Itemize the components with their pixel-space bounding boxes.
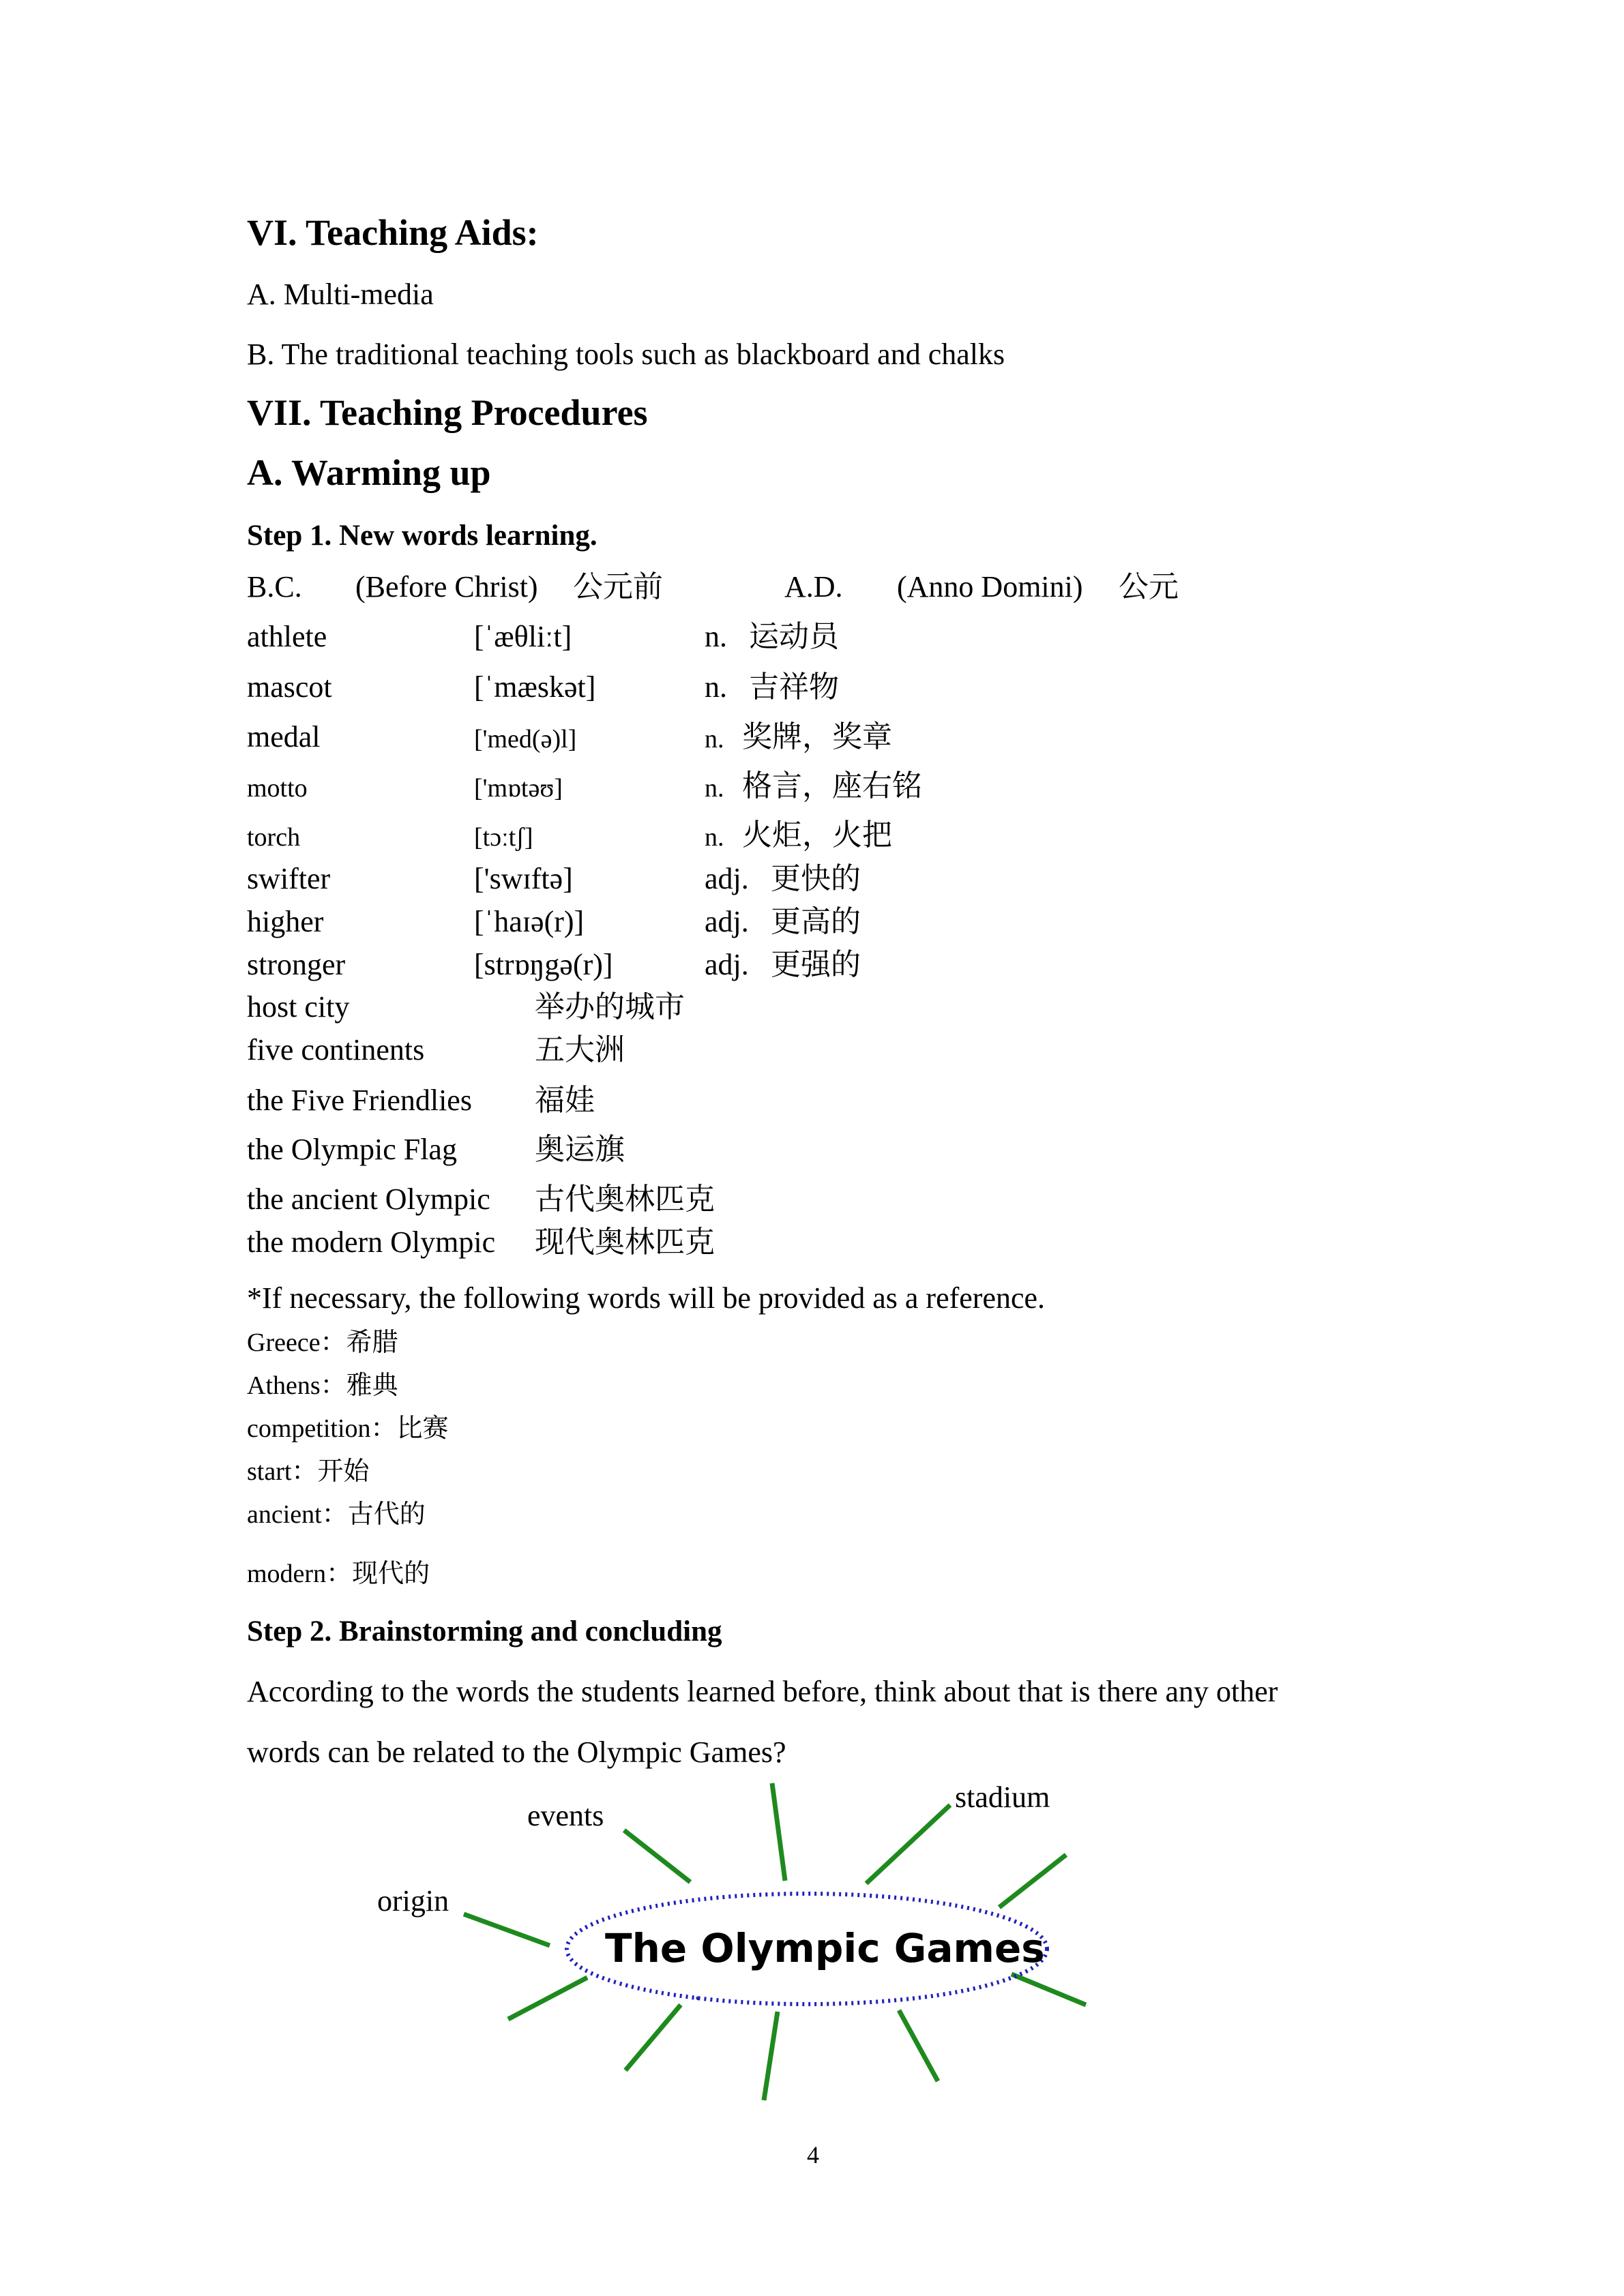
reference-word: ancient：古代的 (247, 1500, 426, 1529)
phrase-cn: 福娃 (535, 1084, 595, 1117)
vocab-ipa: ['mɒtəʊ] (474, 774, 563, 803)
vocab-ipa: [ˈhaɪə(r)] (474, 905, 585, 938)
spoke-line (899, 2010, 938, 2081)
bc-cn: 公元前 (573, 570, 663, 603)
vocab-ipa: [ˈæθliːt] (474, 620, 572, 653)
spoke-line (866, 1805, 950, 1883)
spoke-line (508, 1978, 587, 2019)
vocab-word: medal (247, 720, 321, 754)
spoke-line (464, 1914, 550, 1945)
ad-abbr: A.D. (784, 570, 843, 603)
mind-map-label-origin: origin (377, 1884, 449, 1918)
ad-cn: 公元 (1119, 570, 1179, 603)
vocab-cn: 吉祥物 (749, 670, 839, 704)
bc-abbr: B.C. (247, 570, 302, 603)
vocab-ipa: ['med(ə)l] (474, 725, 577, 754)
spoke-line (772, 1783, 785, 1881)
aid-b: B. The traditional teaching tools such as blackboard and chalks (247, 338, 1005, 371)
vocab-word: swifter (247, 862, 331, 895)
vocab-cn: 火炬，火把 (742, 818, 892, 852)
vocab-cn: 更快的 (771, 862, 861, 895)
vocab-word: stronger (247, 948, 346, 981)
vocab-pos: n. (705, 620, 727, 653)
section-6-heading: VI. Teaching Aids: (247, 212, 539, 253)
vocab-cn: 运动员 (749, 620, 839, 653)
vocab-pos: n. (705, 670, 727, 704)
reference-note: *If necessary, the following words will be provided as a reference. (247, 1281, 1046, 1315)
step-1-heading: Step 1. New words learning. (247, 520, 597, 552)
warming-up-heading: A. Warming up (247, 452, 491, 493)
phrase-en: the ancient Olympic (247, 1182, 490, 1216)
spoke-line (1012, 1974, 1086, 2005)
phrase-cn: 现代奥林匹克 (535, 1225, 715, 1259)
vocab-pos: adj. (705, 862, 749, 895)
phrase-cn: 举办的城市 (535, 990, 685, 1024)
ad-full: (Anno Domini) (897, 570, 1083, 603)
phrase-en: the Five Friendlies (247, 1084, 472, 1117)
vocab-ipa: [ˈmæskət] (474, 670, 596, 704)
spoke-line (764, 2012, 778, 2100)
phrase-en: the modern Olympic (247, 1225, 496, 1259)
mind-map-label-stadium: stadium (955, 1780, 1050, 1814)
vocab-cn: 更高的 (771, 905, 861, 938)
vocab-word: mascot (247, 670, 332, 704)
phrase-cn: 奥运旗 (535, 1133, 625, 1166)
vocab-pos: n. (705, 823, 724, 852)
aid-a: A. Multi-media (247, 278, 434, 311)
mind-map-center-label: The Olympic Games (605, 1925, 1045, 1971)
vocab-cn: 格言，座右铭 (742, 769, 922, 803)
vocab-word: motto (247, 774, 308, 803)
vocab-ipa: [strɒŋgə(r)] (474, 948, 613, 981)
phrase-en: host city (247, 990, 350, 1024)
phrase-en: five continents (247, 1033, 425, 1067)
vocab-word: higher (247, 905, 324, 938)
reference-word: modern：现代的 (247, 1560, 430, 1588)
vocab-word: torch (247, 823, 301, 852)
vocab-word: athlete (247, 620, 327, 653)
page-number: 4 (807, 2141, 819, 2168)
vocab-cn: 奖牌，奖章 (742, 720, 892, 754)
vocab-pos: n. (705, 774, 724, 803)
section-7-heading: VII. Teaching Procedures (247, 392, 648, 433)
reference-word: start：开始 (247, 1457, 370, 1486)
phrase-cn: 五大洲 (535, 1033, 625, 1067)
mind-map-label-events: events (527, 1799, 604, 1832)
step-2-heading: Step 2. Brainstorming and concluding (247, 1615, 722, 1648)
spoke-line (625, 2005, 681, 2070)
vocab-pos: adj. (705, 905, 749, 938)
phrase-cn: 古代奥林匹克 (535, 1182, 715, 1216)
reference-word: Greece：希腊 (247, 1328, 398, 1357)
vocab-cn: 更强的 (771, 948, 861, 981)
step-2-text-line-1: According to the words the students learned before, think about that is there any other (247, 1675, 1278, 1708)
phrase-en: the Olympic Flag (247, 1133, 457, 1166)
vocab-ipa: ['swɪftə] (474, 862, 573, 895)
reference-word: Athens：雅典 (247, 1371, 398, 1400)
vocab-pos: adj. (705, 948, 749, 981)
step-2-text-line-2: words can be related to the Olympic Games? (247, 1735, 786, 1769)
spoke-line (999, 1855, 1066, 1907)
vocab-ipa: [tɔːtʃ] (474, 823, 533, 852)
bc-full: (Before Christ) (355, 570, 538, 603)
vocab-pos: n. (705, 725, 724, 754)
spoke-line (624, 1830, 690, 1882)
reference-word: competition：比赛 (247, 1414, 449, 1443)
